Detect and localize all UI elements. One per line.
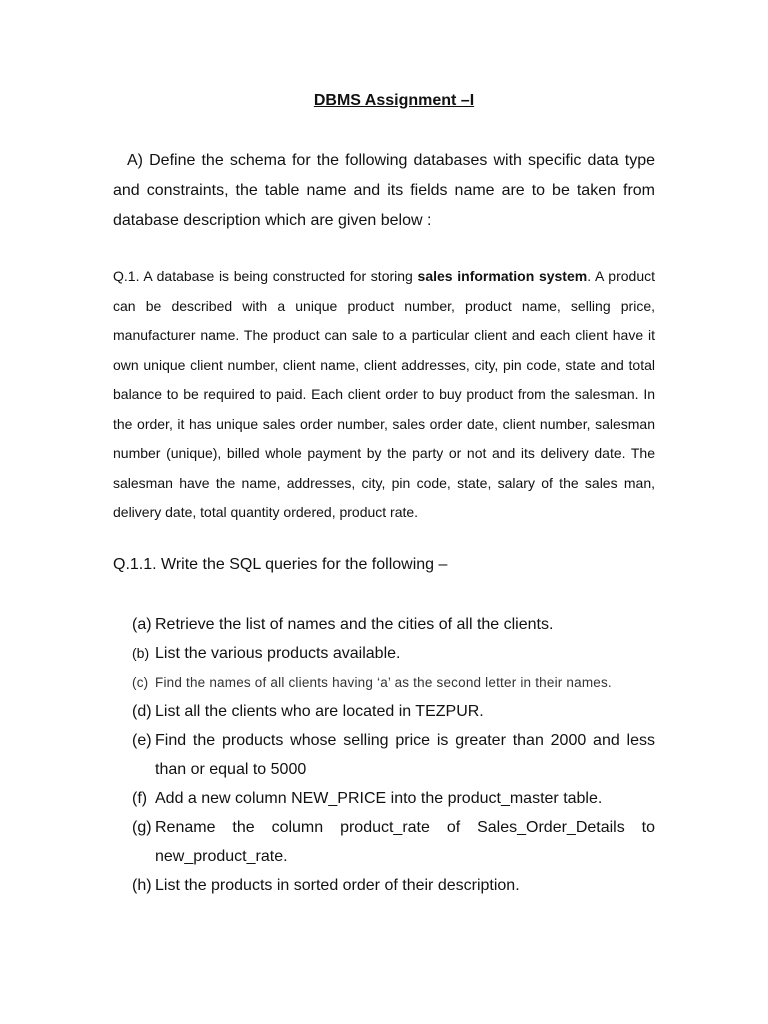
list-item-text: Retrieve the list of names and the cities of all the clients. <box>155 616 554 633</box>
list-item-text: List the various products available. <box>155 645 401 662</box>
list-item-marker: (f) <box>132 790 148 807</box>
list-item <box>113 784 655 813</box>
list-item-text: List the products in sorted order of their description. <box>155 877 520 894</box>
intro-paragraph: A) Define the schema for the following databases with specific data type and constraints, the table name and its fields name are to be taken from database description which are given below : <box>113 152 655 229</box>
list-item <box>113 813 655 871</box>
list-item-text: List all the clients who are located in TEZPUR. <box>155 703 484 720</box>
list-item-text: Add a new column NEW_PRICE into the product_master table. <box>155 790 603 807</box>
list-item-marker: (g) <box>132 819 152 836</box>
list-item-marker: (e) <box>132 732 152 749</box>
document-title-line <box>0 90 768 112</box>
list-item <box>113 668 655 697</box>
list-item-text: Find the products whose selling price is greater than 2000 and less than or equal to 5000 <box>155 732 655 778</box>
question-1-1-heading: Q.1.1. Write the SQL queries for the following – <box>113 556 448 573</box>
list-item-text: Rename the column product_rate of Sales_Order_Details to new_product_rate. <box>155 819 655 865</box>
list-item-text: Find the names of all clients having ‘a’ as the second letter in their names. <box>155 675 612 690</box>
question-1-paragraph <box>113 262 655 528</box>
list-item <box>113 697 655 726</box>
sql-question-list <box>113 610 655 900</box>
list-item-marker: (h) <box>132 877 152 894</box>
list-item <box>113 726 655 784</box>
list-item-marker: (d) <box>132 703 152 720</box>
list-item <box>113 610 655 639</box>
list-item-marker: (b) <box>132 645 150 661</box>
list-item-marker: (a) <box>132 616 152 633</box>
list-item-marker: (c) <box>132 675 149 690</box>
question-1-body: . A product can be described with a unique product number, product name, selling price, manufacturer name. The product can sale to a particular client and each client have it own unique client number, client name, client addresses, city, pin code, state and total balance to be required to paid. Each client order to buy product from the salesman. In the order, it has unique sales order number, sales order date, client number, salesman number (unique), billed whole payment by the party or not and its delivery date. The salesman have the name, addresses, city, pin code, state, salary of the sales man, delivery date, total quantity ordered, product rate. <box>113 268 655 520</box>
document-title: DBMS Assignment –I <box>313 92 475 109</box>
list-item <box>113 871 655 900</box>
question-1-prefix: Q.1. A database is being constructed for storing <box>113 268 418 284</box>
question-1-bold-term: sales information system <box>417 268 588 284</box>
list-item <box>113 639 655 668</box>
